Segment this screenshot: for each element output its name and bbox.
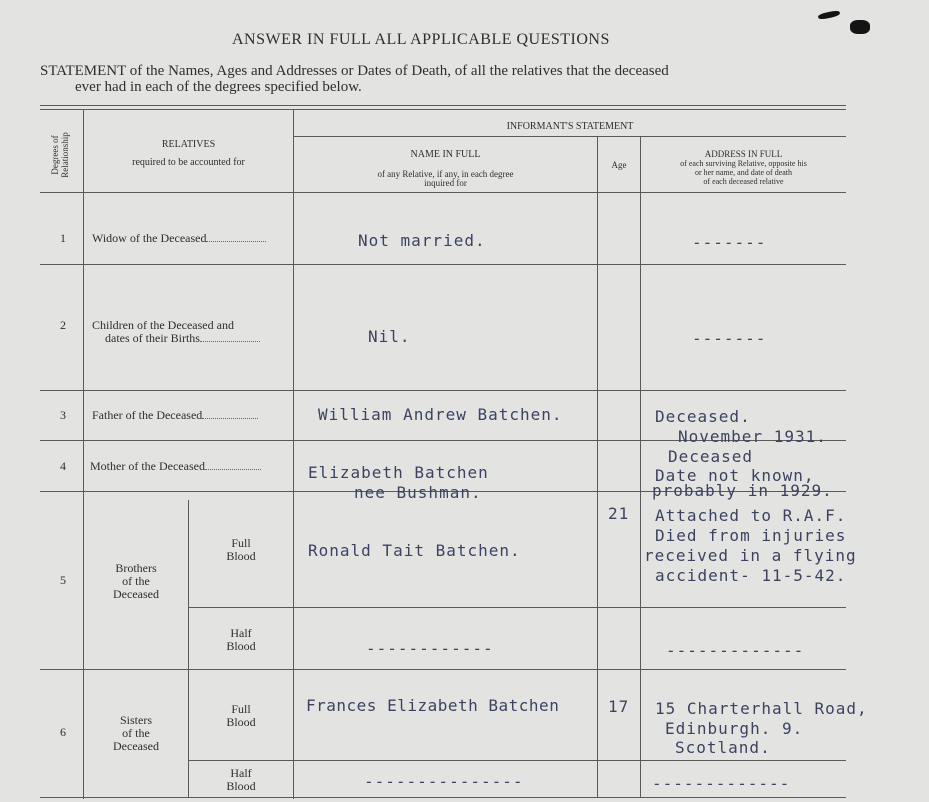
row-6-half-address: ------------- [652, 774, 791, 793]
row-6-full-2: Blood [226, 715, 256, 729]
row-2-name: Nil. [368, 327, 411, 346]
col-line-age [640, 136, 641, 798]
row-6-half-1: Half [230, 766, 252, 780]
col-line-name [597, 136, 598, 798]
informant-header: INFORMANT'S STATEMENT [506, 121, 634, 132]
row-6-full-address-2: Edinburgh. 9. [665, 719, 804, 738]
row-3-address-1: Deceased. [655, 407, 751, 426]
row-5-half-name: ------------ [366, 639, 494, 658]
row-3-label [92, 408, 258, 423]
row-6-full-1: Full [231, 702, 251, 716]
row-5-full-age: 21 [608, 504, 630, 523]
statement-line-1: STATEMENT of the Names, Ages and Addresses or Dates of Death, of all the relatives that the deceased [40, 63, 669, 79]
row-4-address-2: Date not known, [655, 466, 815, 485]
row-2-address: ------- [692, 329, 767, 348]
address-subheader-2: or her name, and date of death [694, 168, 793, 177]
row-4-label-text: Mother of the Deceased [90, 459, 205, 473]
row-6-label-3: Deceased [113, 739, 159, 753]
row-6-full-name: Frances Elizabeth Batchen [306, 696, 560, 715]
row-5-full-address-2: Died from injuries [655, 526, 847, 545]
row-6-number: 6 [60, 725, 66, 739]
row-1-label-text: Widow of the Deceased [92, 231, 207, 245]
dot-leader [200, 341, 260, 342]
address-subheader-3: of each deceased relative [703, 177, 784, 186]
degree-header: Degrees of Relationship [50, 132, 70, 178]
row-1-number: 1 [60, 231, 66, 245]
col-line-relatives [293, 109, 294, 799]
row-2-label-2-text: dates of their Births [105, 331, 200, 345]
row-5-label-3: Deceased [113, 587, 159, 601]
row-2-label-2 [105, 331, 260, 346]
name-header: NAME IN FULL [410, 149, 481, 160]
age-header: Age [611, 160, 627, 170]
row-5-full-1: Full [231, 536, 251, 550]
ink-blot [818, 10, 841, 20]
row-4-number: 4 [60, 459, 66, 473]
row-3-label-text: Father of the Deceased [92, 408, 203, 422]
row-4-name-2: nee Bushman. [354, 483, 482, 502]
row-4-address-3: probably in 1929. [652, 481, 833, 500]
col-line-degree [83, 109, 84, 799]
statement-line-2: ever had in each of the degrees specified below. [75, 79, 362, 95]
row-6-label-2: of the [122, 726, 150, 740]
row-3-name: William Andrew Batchen. [318, 405, 563, 424]
rule-top-1 [40, 105, 846, 106]
row-5-full-name: Ronald Tait Batchen. [308, 541, 521, 560]
name-subheader-1: of any Relative, if any, in each degree [377, 169, 514, 179]
name-subheader-2: inquired for [424, 178, 467, 188]
row-5-full-address-3: received in a flying [644, 546, 857, 565]
row-2-label-1: Children of the Deceased and [92, 318, 234, 332]
row-1-address: ------- [692, 233, 767, 252]
ink-blot [850, 20, 870, 34]
row-5-label-2: of the [122, 574, 150, 588]
row-5-full-address-1: Attached to R.A.F. [655, 506, 847, 525]
rule-row5a [188, 607, 846, 608]
row-4-name-1: Elizabeth Batchen [308, 463, 489, 482]
row-3-number: 3 [60, 408, 66, 422]
rule-top-2 [40, 109, 846, 110]
rule-row5 [40, 669, 846, 670]
row-6-label-1: Sisters [119, 713, 152, 727]
relatives-subheader: required to be accounted for [132, 157, 245, 168]
row-5-half-1: Half [230, 626, 252, 640]
row-5-half-address: ------------- [666, 641, 805, 660]
rule-row6a [188, 760, 846, 761]
row-4-label [90, 459, 261, 474]
rule-row2 [40, 390, 846, 391]
row-5-label-1: Brothers [115, 561, 157, 575]
dot-leader [206, 241, 266, 242]
rule-header-bottom [40, 192, 846, 193]
row-6-half-2: Blood [226, 779, 256, 793]
relatives-header: RELATIVES [161, 139, 216, 150]
page-title: ANSWER IN FULL ALL APPLICABLE QUESTIONS [232, 31, 610, 48]
row-4-address-1: Deceased [668, 447, 754, 466]
address-subheader-1: of each surviving Relative, opposite his [680, 159, 807, 168]
row-1-name: Not married. [358, 231, 486, 250]
row-3-address-2: November 1931. [678, 427, 827, 446]
row-1-label [92, 231, 266, 246]
row-2-number: 2 [60, 318, 66, 332]
row-5-number: 5 [60, 573, 66, 587]
dot-leader [202, 418, 258, 419]
rule-informant [294, 136, 846, 137]
row-5-full-2: Blood [226, 549, 256, 563]
row-6-full-age: 17 [608, 697, 630, 716]
row-5-half-2: Blood [226, 639, 256, 653]
row-6-full-address-1: 15 Charterhall Road, [655, 699, 868, 718]
row-6-half-name: --------------- [364, 772, 524, 791]
row-5-full-address-4: accident- 11-5-42. [655, 566, 847, 585]
rule-bottom [40, 797, 846, 798]
dot-leader [205, 469, 261, 470]
rule-row1 [40, 264, 846, 265]
address-header: ADDRESS IN FULL [704, 149, 783, 159]
row-6-full-address-3: Scotland. [675, 738, 771, 757]
